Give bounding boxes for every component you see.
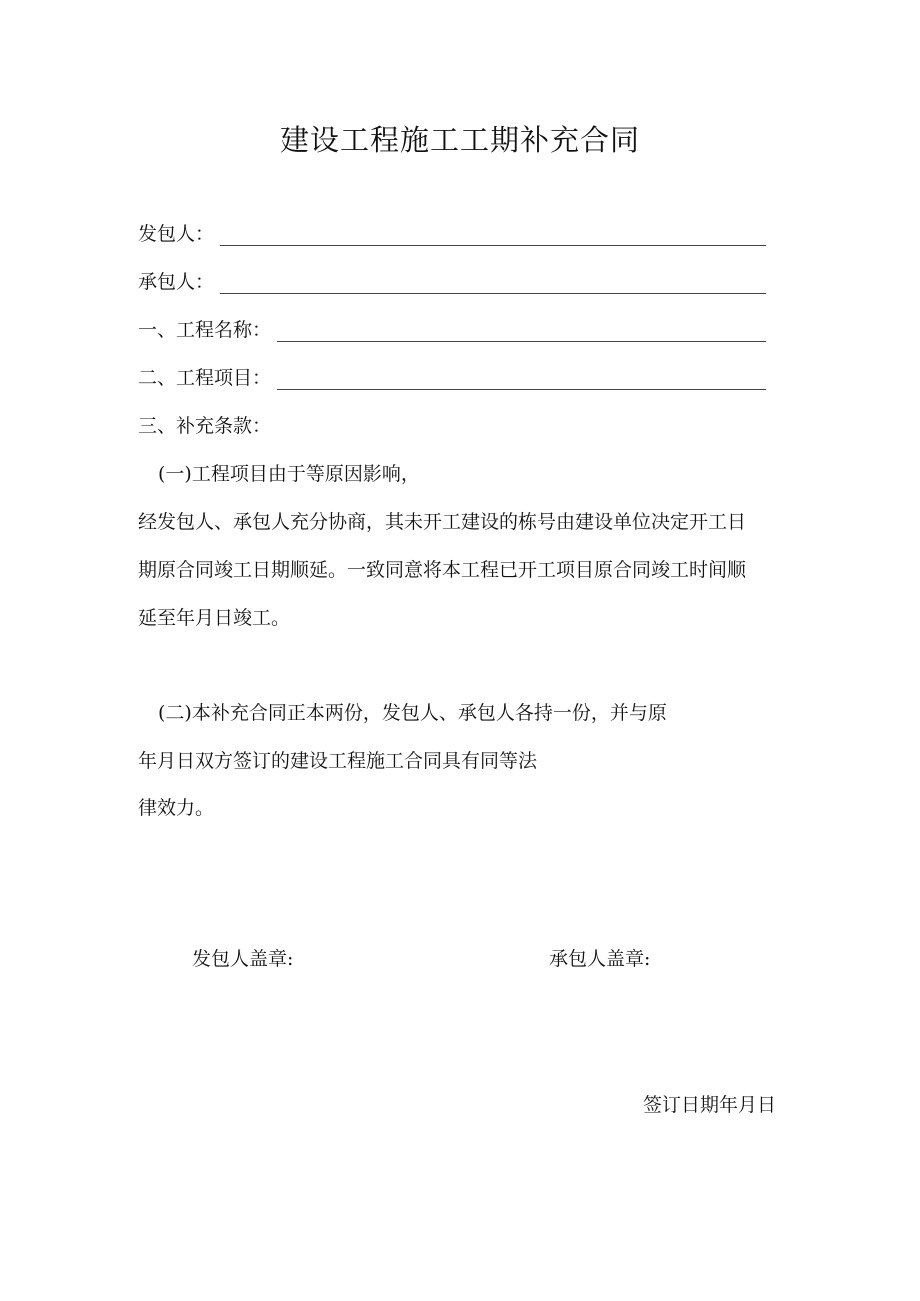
employer-blank-line — [220, 223, 766, 246]
clause1-line2: 经发包人、承包人充分协商，其未开工建设的栋号由建设单位决定开工日 — [138, 511, 747, 533]
project-item-blank-line — [277, 367, 766, 390]
clause1-line4: 延至年月日竣工。 — [138, 607, 291, 629]
contractor-label: 承包人： — [138, 271, 215, 293]
clause2-line3: 律效力。 — [138, 797, 215, 819]
clause1-line3: 期原合同竣工日期顺延。一致同意将本工程已开工项目原合同竣工时间顺 — [138, 559, 747, 581]
sign-date-label: 签订日期年月日 — [643, 1094, 777, 1116]
employer-seal-label: 发包人盖章: — [192, 948, 294, 970]
clause1-line1: (一)工程项目由于等原因影响， — [158, 463, 420, 485]
section3-heading: 三、补充条款： — [138, 415, 272, 437]
project-name-blank-line — [277, 319, 766, 342]
contractor-field — [138, 264, 766, 294]
project-name-field — [138, 312, 766, 342]
document-title: 建设工程施工工期补充合同 — [279, 123, 640, 157]
contractor-seal-label: 承包人盖章: — [549, 948, 651, 970]
clause2-line2: 年月日双方签订的建设工程施工合同具有同等法 — [138, 750, 538, 772]
project-item-field — [138, 360, 766, 390]
contractor-blank-line — [220, 271, 766, 294]
project-name-label: 一、工程名称： — [138, 319, 272, 341]
project-item-label: 二、工程项目： — [138, 367, 272, 389]
clause2-line1: (二)本补充合同正本两份，发包人、承包人各持一份，并与原 — [158, 702, 667, 724]
employer-field — [138, 216, 766, 246]
employer-label: 发包人： — [138, 223, 215, 245]
